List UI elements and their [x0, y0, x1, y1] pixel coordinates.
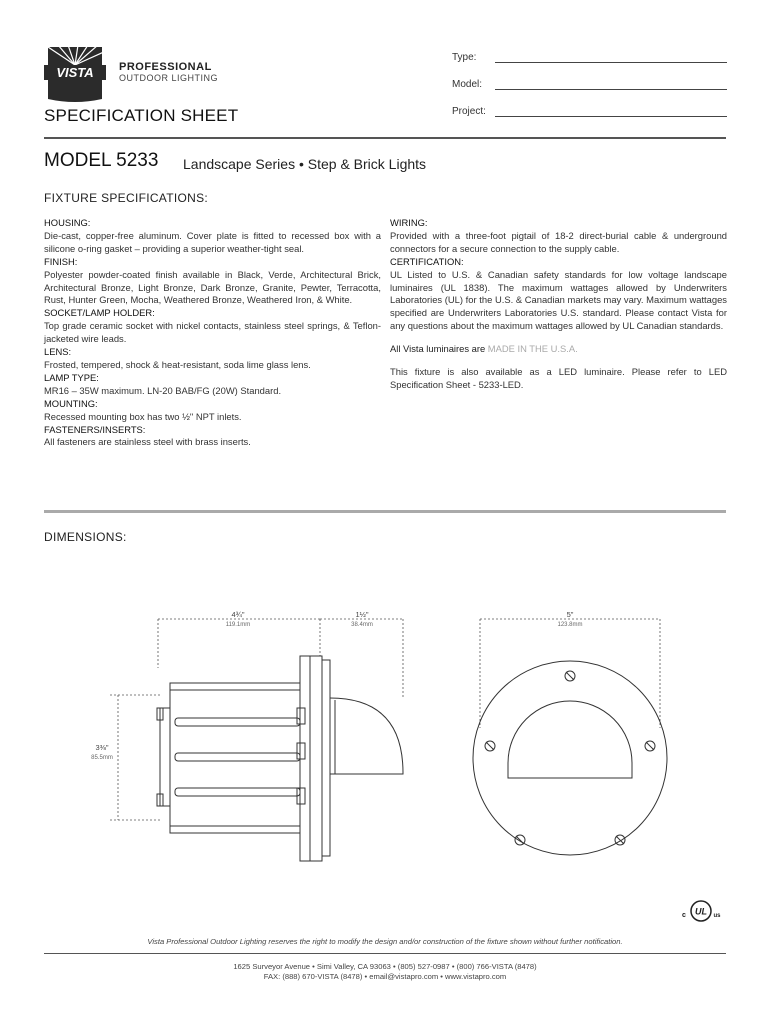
- specs-left-column: [44, 217, 381, 449]
- footer-disclaimer: Vista Professional Outdoor Lighting reserves the right to modify the design and/or construction of the fixture shown without further notification.: [147, 937, 623, 946]
- lens-heading: LENS:: [44, 346, 72, 358]
- socket-text: Top grade ceramic socket with nickel contacts, stainless steel springs, & Teflon-jacketed wire leads.: [44, 320, 381, 345]
- dimensions-divider: [44, 510, 726, 513]
- made-in-usa: MADE IN THE U.S.A.: [487, 343, 578, 355]
- housing-heading: HOUSING:: [44, 217, 91, 228]
- finish-text: Polyester powder-coated finish available in Black, Verde, Architectural Brick, Architectural Bronze, Light Bronze, Dark Bronze, Granite, Pewter, Terracotta, Rust, Hunter Green, Mocha, Weathered Bronze, Weathered Iron, & White.: [44, 268, 381, 306]
- lamp-type-text: MR16 – 35W maximum. LN-20 BAB/FG (20W) Standard.: [44, 384, 282, 396]
- fasteners-heading: FASTENERS/INSERTS:: [44, 423, 146, 435]
- ul-mark-ul: UL: [695, 906, 707, 917]
- model-series: Landscape Series • Step & Brick Lights: [183, 156, 427, 172]
- header-divider: [44, 137, 726, 139]
- lens-text: Frosted, tempered, shock & heat-resistant, soda lime glass lens.: [44, 358, 311, 370]
- type-field[interactable]: [495, 53, 727, 63]
- dim-height-mm: 85.5mm: [91, 755, 113, 761]
- project-field[interactable]: [495, 107, 727, 117]
- dim-width1-mm: 119.1mm: [225, 622, 251, 628]
- dim-width2-mm: 38.4mm: [351, 622, 373, 628]
- lamp-type-heading: LAMP TYPE:: [44, 371, 99, 383]
- wiring-text: Provided with a three-foot pigtail of 18-2 direct-burial cable & underground connectors for a secure connection to the supply cable.: [390, 229, 727, 254]
- dim-width2: 1½": [355, 610, 369, 619]
- finish-heading: FINISH:: [44, 255, 78, 267]
- housing-text: Die-cast, copper-free aluminum. Cover plate is fitted to recessed box with a silicone o-ring gasket – providing a superior weather-tight seal.: [44, 229, 381, 254]
- fixture-specs-heading: FIXTURE SPECIFICATIONS:: [44, 191, 209, 205]
- ul-mark-c: c: [682, 912, 686, 919]
- dim-height: 3⅜": [95, 743, 109, 752]
- type-label: Type:: [452, 52, 477, 63]
- model-label: Model:: [452, 79, 483, 90]
- type-row: [452, 52, 727, 63]
- model-row: [452, 79, 727, 90]
- footer-address: [44, 962, 726, 982]
- footer-divider: [44, 953, 726, 954]
- wiring-heading: WIRING:: [390, 217, 428, 228]
- dim-width1: 4¾": [231, 610, 245, 619]
- certification-heading: CERTIFICATION:: [390, 255, 464, 267]
- dim-diameter-mm: 123.8mm: [557, 622, 583, 628]
- page-title: SPECIFICATION SHEET: [44, 106, 239, 125]
- led-note: This fixture is also available as a LED luminaire. Please refer to LED Specification Sheet - 5233-LED.: [390, 366, 727, 390]
- brand-professional: PROFESSIONAL: [119, 61, 212, 73]
- socket-heading: SOCKET/LAMP HOLDER:: [44, 307, 155, 319]
- ul-listed-mark: [680, 898, 722, 924]
- footer-address-line2: FAX: (888) 670-VISTA (8478) • email@vistapro.com • www.vistapro.com: [263, 972, 507, 981]
- project-row: [452, 106, 727, 117]
- model-name: MODEL 5233: [44, 150, 159, 171]
- mounting-heading: MOUNTING:: [44, 397, 98, 409]
- mounting-text: Recessed mounting box has two ½" NPT inlets.: [44, 410, 242, 422]
- dim-diameter: 5": [566, 610, 574, 619]
- dimensions-heading: DIMENSIONS:: [44, 530, 127, 544]
- brand-outdoor-lighting: OUTDOOR LIGHTING: [119, 73, 219, 83]
- certification-text: UL Listed to U.S. & Canadian safety standards for low voltage landscape luminaires (UL 1838). The maximum wattages allowed by Underwriters Laboratories (UL) for the U.S. & Canadian markets may vary. Maximum wattages specified are Underwriters Laboratories U.S. standard. Please contact Vista for any questions about the maximum wattages allowed by UL Canadian standards.: [390, 268, 727, 332]
- made-in-prefix: All Vista luminaires are: [390, 343, 488, 355]
- made-in-usa-line: [390, 343, 727, 356]
- footer-address-line1: 1625 Surveyor Avenue • Simi Valley, CA 93063 • (805) 527-0987 • (800) 766-VISTA (8478): [233, 962, 537, 971]
- specs-right-column: [390, 217, 727, 392]
- fasteners-text: All fasteners are stainless steel with brass inserts.: [44, 436, 251, 448]
- vista-logo: [44, 45, 106, 103]
- ul-mark-us: us: [713, 913, 721, 919]
- logo-wordmark: VISTA: [56, 65, 94, 80]
- dimension-drawing: [80, 598, 680, 888]
- project-label: Project:: [452, 106, 486, 117]
- model-field[interactable]: [495, 80, 727, 90]
